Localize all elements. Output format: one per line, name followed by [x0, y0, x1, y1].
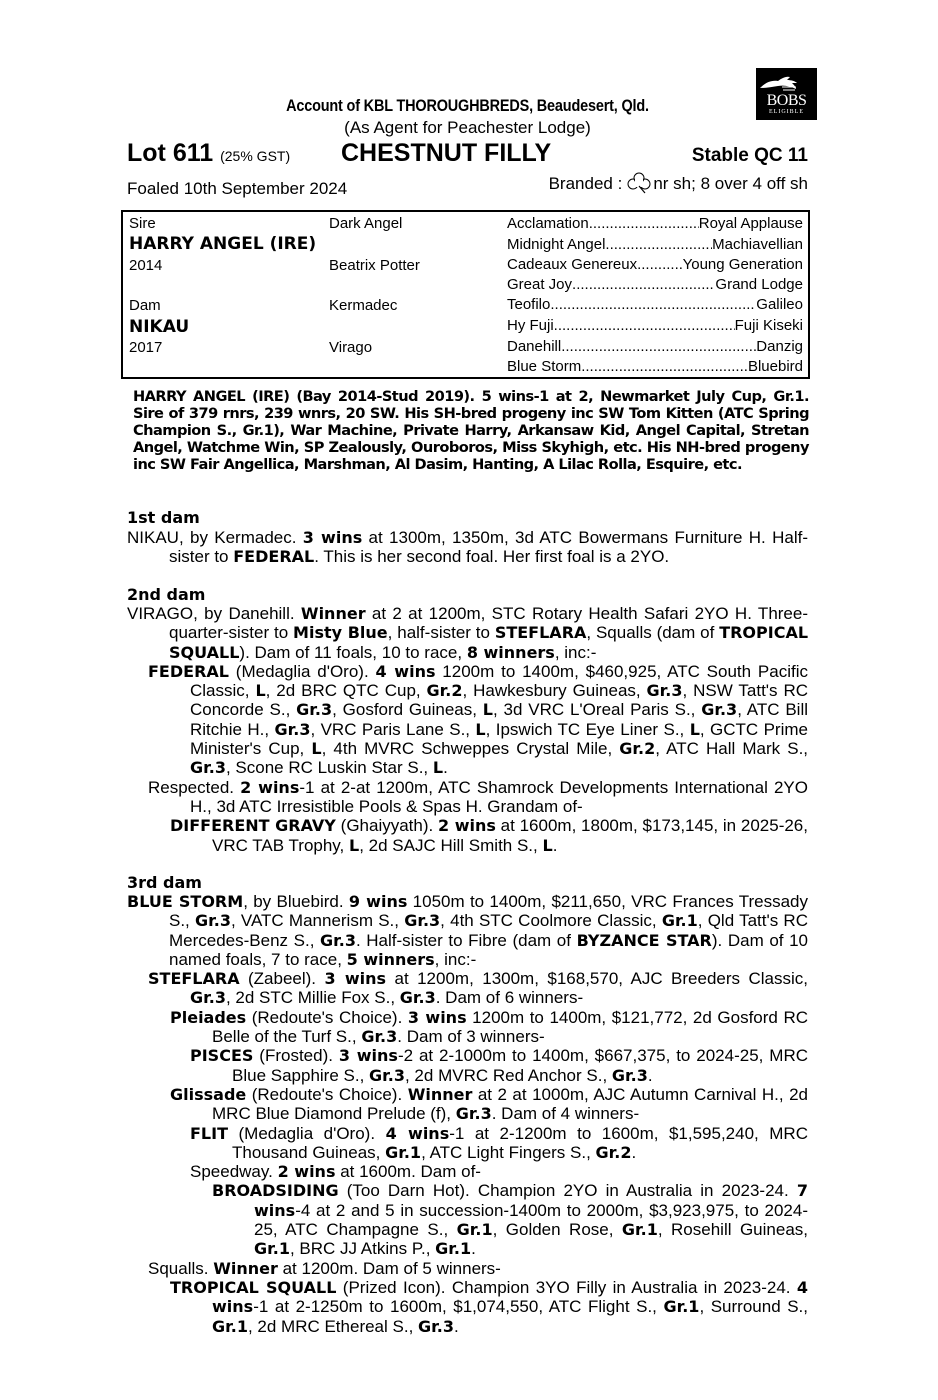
emphasis-text: L — [432, 758, 444, 778]
emphasis-text: FLIT — [190, 1123, 228, 1143]
pedigree-paragraph: PISCES (Frosted). 3 wins-2 at 2-1000m to 1400m, $667,375, to 2024-25, MRC Blue Sapphire S., Gr.3, 2d MVRC Red Anchor S., Gr.3. — [190, 1046, 808, 1085]
emphasis-text: Gr.1 — [663, 1297, 700, 1317]
dam-dam: Virago — [329, 339, 373, 356]
emphasis-text: BLUE STORM — [127, 892, 244, 911]
ancestor-dam: Great Joy — [507, 276, 573, 293]
ancestor-sire: Cadeaux Genereux — [507, 256, 638, 273]
pedigree-paragraph: Glissade (Redoute's Choice). Winner at 2 at 1000m, AJC Autumn Carnival H., 2d MRC Blue Diamond Prelude (f), Gr.3. Dam of 4 winners- — [170, 1084, 808, 1124]
emphasis-text: Gr.2 — [595, 1142, 632, 1162]
emphasis-text: Gr.3 — [369, 1065, 405, 1085]
emphasis-text: L — [482, 700, 493, 720]
emphasis-text: 3 wins — [324, 969, 387, 989]
emphasis-text: Gr.3 — [404, 911, 441, 931]
foaled-date: Foaled 10th September 2024 — [127, 179, 348, 198]
emphasis-text: Misty Blue — [293, 623, 388, 643]
emphasis-text: 3 wins — [338, 1046, 398, 1066]
stable-location: Stable QC 11 — [691, 145, 808, 166]
emphasis-text: Gr.1 — [456, 1220, 493, 1240]
emphasis-text: Gr.3 — [399, 988, 436, 1008]
emphasis-text: Gr.1 — [212, 1316, 248, 1336]
dam-label: Dam — [129, 297, 161, 314]
dam-year: 2017 — [129, 339, 163, 356]
vendor-agent: (As Agent for Peachester Lodge) — [344, 118, 591, 137]
emphasis-text: 3 wins — [407, 1007, 467, 1027]
emphasis-text: L — [255, 681, 266, 701]
emphasis-text: Winner — [213, 1258, 278, 1278]
ancestor-grandsire: Young Generation — [682, 256, 803, 273]
emphasis-text: L — [689, 719, 700, 739]
ancestor-row — [507, 316, 803, 336]
ancestor-sire: Teofilo — [507, 296, 551, 313]
emphasis-text: Gr.1 — [435, 1239, 472, 1259]
ancestor-dam: Hy Fuji — [507, 317, 554, 334]
emphasis-text: Glissade — [170, 1084, 247, 1104]
pedigree-paragraph: Squalls. Winner at 1200m. Dam of 5 winners- — [148, 1258, 501, 1278]
emphasis-text: Gr.3 — [611, 1065, 648, 1085]
first-dam-paragraph: NIKAU, by Kermadec. 3 wins at 1300m, 1350m, 3d ATC Bowermans Furniture H. Half-sister to FEDERAL. This is her second foal. Her first foal is a 2YO. — [127, 528, 808, 567]
pedigree-paragraph: Pleiades (Redoute's Choice). 3 wins 1200m to 1400m, $121,772, 2d Gosford RC Belle of the Turf S., Gr.3. Dam of 3 winners- — [170, 1007, 808, 1047]
brand-info — [549, 172, 808, 194]
ancestor-grandsire: Galileo — [756, 296, 803, 313]
emphasis-text: Winner — [300, 604, 366, 623]
emphasis-text: Gr.3 — [455, 1104, 492, 1124]
ancestor-row — [507, 235, 803, 255]
emphasis-text: 2 wins — [438, 816, 496, 836]
emphasis-text: 2 wins — [240, 777, 300, 797]
pedigree-paragraph: STEFLARA (Zabeel). 3 wins at 1200m, 1300m, $168,570, AJC Breeders Classic, Gr.3, 2d STC Millie Fox S., Gr.3. Dam of 6 winners- — [148, 969, 808, 1008]
pedigree-paragraph: Speedway. 2 wins at 1600m. Dam of- — [190, 1162, 481, 1182]
ancestor-grandsire: Danzig — [756, 338, 803, 355]
ancestor-dam: Midnight Angel — [507, 236, 606, 253]
emphasis-text: Gr.3 — [701, 700, 738, 720]
lot-number — [127, 139, 290, 168]
emphasis-text: Gr.3 — [296, 700, 333, 720]
horse-description: CHESTNUT FILLY — [341, 139, 552, 167]
clover-brand-icon — [626, 172, 652, 194]
sire-sire: Dark Angel — [329, 215, 403, 232]
emphasis-text: Gr.2 — [619, 739, 656, 759]
pedigree-paragraph: BLUE STORM, by Bluebird. 9 wins 1050m to 1400m, $211,650, VRC Frances Tressady S., Gr.3, VATC Mannerism S., Gr.3, 4th STC Coolmore Classic, Gr.1, Qld Tatt's RC Mercedes-Benz S., Gr.3. Half-sister to Fibre (dam of BYZANCE STAR). Dam of 10 named foals, 7 to race, 5 winners, inc:- — [127, 892, 809, 969]
dam-sire: Kermadec — [329, 297, 398, 314]
emphasis-text: 9 wins — [348, 892, 408, 911]
emphasis-text: L — [311, 739, 322, 759]
dam-name: NIKAU — [129, 317, 190, 337]
ancestor-damsire: Fuji Kiseki — [734, 317, 803, 334]
logo-eligible-text: ELIGIBLE — [769, 109, 804, 115]
emphasis-text: Gr.3 — [195, 911, 231, 931]
emphasis-text: Gr.3 — [646, 681, 683, 701]
emphasis-text: 5 winners — [346, 949, 435, 969]
emphasis-text: Gr.3 — [361, 1027, 398, 1047]
emphasis-text: STEFLARA — [148, 969, 240, 989]
ancestor-damsire: Grand Lodge — [715, 276, 803, 293]
ancestor-grandsire: Royal Applause — [698, 215, 803, 232]
emphasis-text: 4 wins — [375, 661, 436, 681]
emphasis-text: 4 wins — [385, 1123, 450, 1143]
emphasis-text: Gr.1 — [385, 1142, 422, 1162]
emphasis-text: Gr.3 — [274, 719, 311, 739]
ancestor-row — [507, 214, 803, 234]
emphasis-text: Gr.3 — [418, 1316, 454, 1336]
lot-header — [127, 139, 808, 171]
emphasis-text: STEFLARA — [494, 623, 587, 643]
emphasis-text: 8 winners — [466, 642, 555, 662]
emphasis-text: L — [475, 719, 486, 739]
emphasis-text: 4 wins — [212, 1277, 808, 1317]
ancestor-row — [507, 337, 803, 357]
emphasis-text: BYZANCE STAR — [576, 930, 712, 950]
pedigree-paragraph: BROADSIDING (Too Darn Hot). Champion 2YO in Australia in 2023-24. 7 wins-4 at 2 and 5 in succession-1400m to 2000m, $3,923,975, to 2024-25, ATC Champagne S., Gr.1, Golden Rose, Gr.1, Rosehill Guineas, Gr.1, BRC JJ Atkins P., Gr.1. — [212, 1181, 808, 1259]
ancestor-row — [507, 255, 803, 275]
emphasis-text: TROPICAL SQUALL — [169, 623, 809, 662]
vendor-account: Account of KBL THOROUGHBREDS, Beaudesert, Qld. — [286, 96, 649, 115]
ancestor-damsire: Machiavellian — [712, 236, 803, 253]
ancestor-row — [507, 357, 803, 377]
sire-year: 2014 — [129, 257, 163, 274]
emphasis-text: 3 wins — [302, 528, 363, 547]
bobs-eligible-logo — [756, 68, 817, 120]
emphasis-text: L — [349, 835, 360, 855]
lot-label: Lot 611 — [127, 139, 214, 167]
emphasis-text: Pleiades — [170, 1007, 247, 1027]
emphasis-text: FEDERAL — [233, 547, 315, 567]
emphasis-text: Gr.3 — [320, 930, 356, 950]
emphasis-text: 7 wins — [254, 1181, 808, 1220]
emphasis-text: TROPICAL SQUALL — [170, 1277, 337, 1297]
logo-bobs-text: BOBS — [766, 92, 807, 109]
sire-label: Sire — [129, 215, 156, 232]
third-dam-heading: 3rd dam — [127, 873, 202, 892]
pedigree-paragraph: VIRAGO, by Danehill. Winner at 2 at 1200m, STC Rotary Health Safari 2YO H. Three-quarter-sister to Misty Blue, half-sister to STEFLARA, Squalls (dam of TROPICAL SQUALL). Dam of 11 foals, 10 to race, 8 winners, inc:- — [127, 604, 809, 662]
ancestor-row — [507, 275, 803, 295]
horse-head-icon — [756, 72, 800, 94]
ancestor-dam: Blue Storm — [507, 358, 582, 375]
gst-note: (25% GST) — [220, 148, 291, 164]
second-dam-heading: 2nd dam — [127, 585, 206, 604]
emphasis-text: FEDERAL — [148, 661, 229, 681]
pedigree-paragraph: TROPICAL SQUALL (Prized Icon). Champion 3YO Filly in Australia in 2023-24. 4 wins-1 at 2-1250m to 1600m, $1,074,550, ATC Flight S., Gr.1, Surround S., Gr.1, 2d MRC Ethereal S., Gr.3. — [170, 1277, 809, 1336]
emphasis-text: Gr.1 — [661, 911, 698, 931]
pedigree-paragraph: FEDERAL (Medaglia d'Oro). 4 wins 1200m to 1400m, $460,925, ATC South Pacific Classic, L, 2d BRC QTC Cup, Gr.2, Hawkesbury Guineas, Gr.3, NSW Tatt's RC Concorde S., Gr.3, Gosford Guineas, L, 3d VRC L'Oreal Paris S., Gr.3, ATC Bill Ritchie H., Gr.3, VRC Paris Lane S., L, Ipswich TC Eye Liner S., L, GCTC Prime Minister's Cup, L, 4th MVRC Schweppes Crystal Mile, Gr.2, ATC Hall Mark S., Gr.3, Scone RC Luskin Star S., L. — [148, 661, 809, 778]
emphasis-text: PISCES — [190, 1046, 254, 1066]
emphasis-text: L — [542, 835, 553, 855]
pedigree-table — [121, 210, 810, 379]
ancestor-sire: Acclamation — [507, 215, 589, 232]
pedigree-paragraph: DIFFERENT GRAVY (Ghaiyyath). 2 wins at 1600m, 1800m, $173,145, in 2025-26, VRC TAB Trophy, L, 2d SAJC Hill Smith S., L. — [170, 816, 808, 855]
emphasis-text: Gr.3 — [190, 988, 226, 1008]
branded-label: Branded : — [548, 174, 623, 193]
ancestor-sire: Danehill — [507, 338, 562, 355]
ancestor-row — [507, 295, 803, 315]
pedigree-paragraph: Respected. 2 wins-1 at 2-at 1200m, ATC Shamrock Developments International 2YO H., 3d ATC Irresistible Pools & Spas H. Grandam of- — [148, 777, 808, 816]
emphasis-text: DIFFERENT GRAVY — [170, 816, 336, 836]
sire-biography: HARRY ANGEL (IRE) (Bay 2014-Stud 2019). 5 wins-1 at 2, Newmarket July Cup, Gr.1. Sire of 379 rnrs, 239 wnrs, 20 SW. His SH-bred progeny inc SW Tom Kitten (ATC Spring Champion S., Gr.1), War Machine, Private Harry, Arkansaw Kid, Angel Capital, Stretan Angel, Watchme Win, SP Zealously, Ouroboros, Miss Skyhigh, etc. His NH-bred progeny inc SW Fair Angellica, Marshman, Al Dasim, Hanting, A Lilac Rolla, Esquire, etc. — [133, 388, 809, 473]
pedigree-paragraph: FLIT (Medaglia d'Oro). 4 wins-1 at 2-1200m to 1600m, $1,595,240, MRC Thousand Guineas, Gr.1, ATC Light Fingers S., Gr.2. — [190, 1123, 808, 1162]
emphasis-text: 2 wins — [277, 1162, 336, 1182]
sire-dam: Beatrix Potter — [329, 257, 420, 274]
sire-name: HARRY ANGEL (IRE) — [129, 234, 317, 254]
emphasis-text: Gr.1 — [621, 1220, 658, 1240]
branded-text: nr sh; 8 over 4 off sh — [653, 174, 808, 193]
emphasis-text: Gr.3 — [190, 758, 226, 778]
first-dam-heading: 1st dam — [127, 508, 200, 527]
emphasis-text: Gr.1 — [254, 1239, 290, 1259]
ancestor-damsire: Bluebird — [747, 358, 803, 375]
emphasis-text: Winner — [407, 1084, 473, 1104]
emphasis-text: BROADSIDING — [212, 1181, 339, 1201]
emphasis-text: Gr.2 — [426, 681, 463, 701]
